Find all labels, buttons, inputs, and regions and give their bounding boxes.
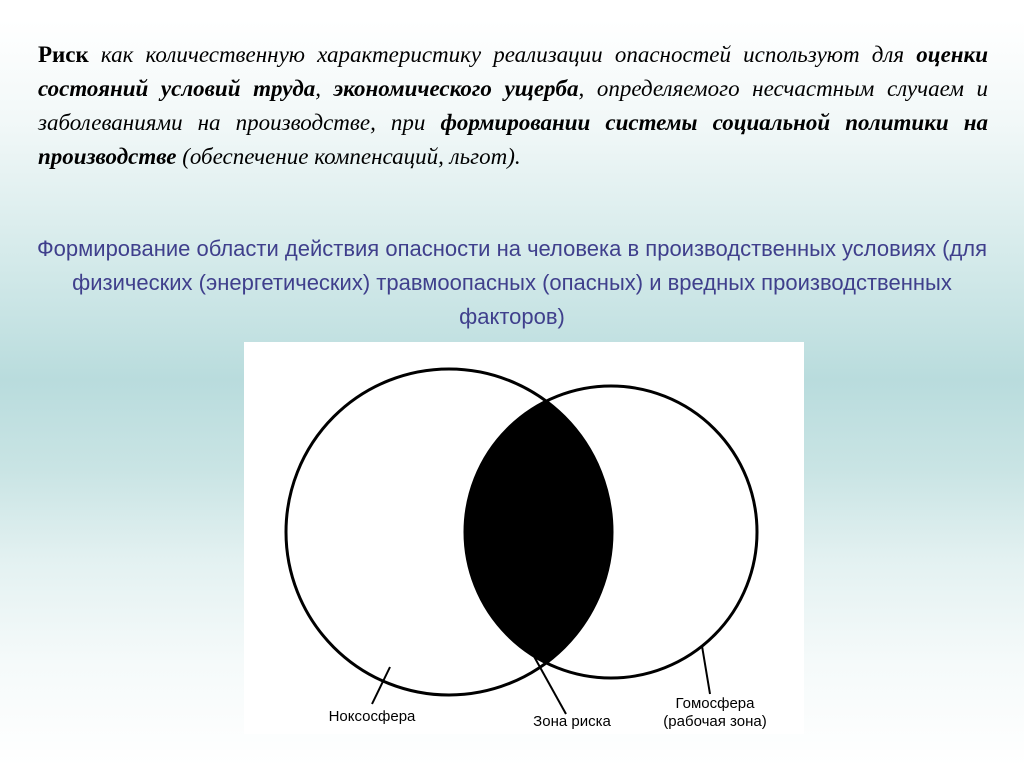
homosphere-sublabel: (рабочая зона) [663, 713, 767, 730]
risk-zone-label: Зона риска [533, 713, 611, 730]
paragraph-bold-2: экономического ущерба [333, 76, 579, 101]
homosphere-label: Гомосфера [675, 695, 755, 712]
paragraph-text-2: , [315, 76, 334, 101]
definition-paragraph [38, 38, 988, 174]
homosphere-pointer-line [702, 646, 710, 694]
risk-term: Риск [38, 42, 89, 67]
paragraph-text-3: , определяемого несчастным случаем и заболеваниями на производстве, при [38, 76, 988, 135]
paragraph-text-1: как количественную характеристику реализации опасностей используют для [88, 42, 917, 67]
noxosphere-label: Ноксосфера [328, 708, 416, 725]
venn-diagram-svg [244, 342, 804, 734]
paragraph-text-4: (обеспечение компенсаций, льгот). [176, 144, 521, 169]
diagram-subtitle: Формирование области действия опасности на человека в производственных условиях (для физических (энергетических) травмоопасных (опасных) и вредных производственных факторов) [36, 236, 988, 329]
paragraph-bold-1: оценки состояний условий труда [38, 42, 988, 101]
venn-diagram [244, 342, 804, 734]
noxosphere-pointer-line [372, 667, 390, 704]
paragraph-bold-3: формировании системы социальной политики на производстве [38, 110, 988, 169]
